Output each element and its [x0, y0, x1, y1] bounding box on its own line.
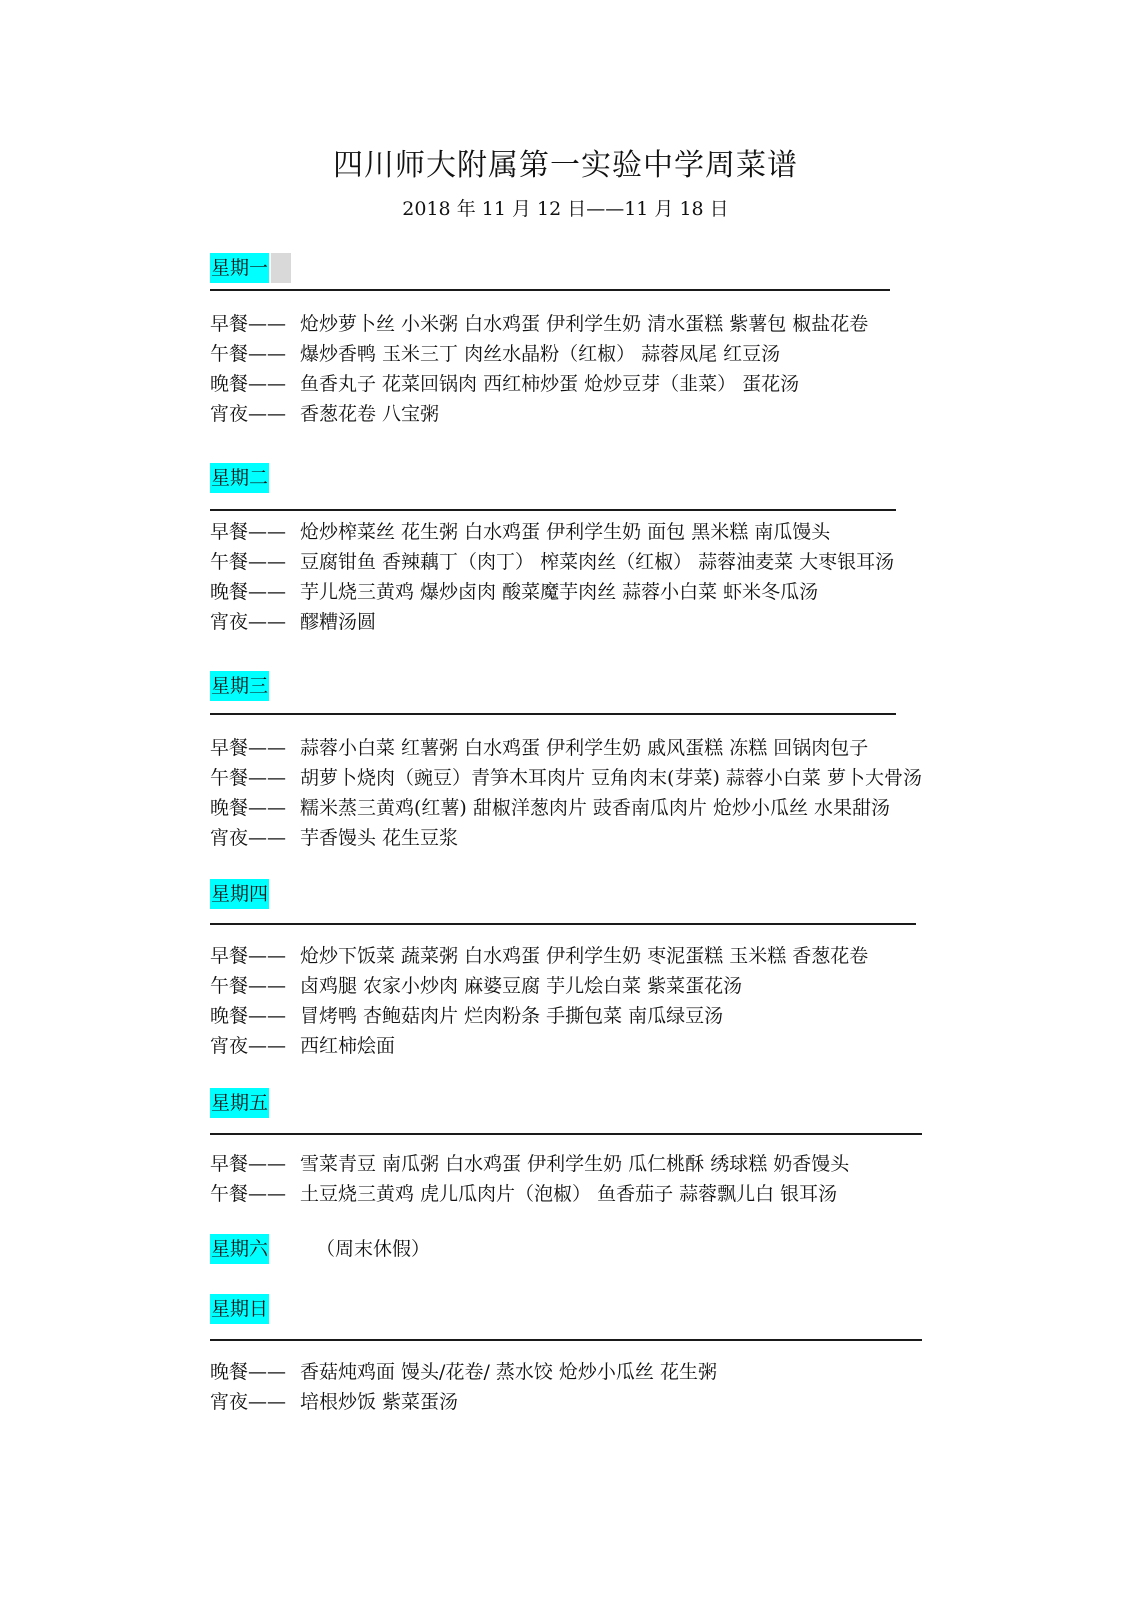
meal-items: 炝炒下饭菜 蔬菜粥 白水鸡蛋 伊利学生奶 枣泥蛋糕 玉米糕 香葱花卷 [300, 945, 869, 967]
divider-sunday [210, 1339, 922, 1341]
day-heading-tuesday: 星期二 [210, 463, 269, 493]
meal-items: 豆腐钳鱼 香辣藕丁（肉丁） 榨菜肉丝（红椒） 蒜蓉油麦菜 大枣银耳汤 [300, 551, 895, 573]
meal-label: 晚餐—— [210, 1005, 287, 1027]
meal-label: 晚餐—— [210, 373, 287, 395]
meal-items: 炝炒榨菜丝 花生粥 白水鸡蛋 伊利学生奶 面包 黑米糕 南瓜馒头 [300, 521, 831, 543]
meal-items: 胡萝卜烧肉（豌豆）青笋木耳肉片 豆角肉末(芽菜) 蒜蓉小白菜 萝卜大骨汤 [300, 767, 922, 789]
meal-row-monday-breakfast [210, 309, 868, 339]
meal-row-wednesday-night-snack [210, 823, 458, 853]
meal-items: 鱼香丸子 花菜回锅肉 西红柿炒蛋 炝炒豆芽（韭菜） 蛋花汤 [300, 373, 800, 395]
meal-row-thursday-lunch [210, 971, 742, 1001]
meal-label: 早餐—— [210, 945, 287, 967]
meal-row-friday-lunch [210, 1179, 837, 1209]
meal-items: 香葱花卷 八宝粥 [300, 403, 440, 425]
day-heading-thursday: 星期四 [210, 879, 269, 909]
meal-items: 糯米蒸三黄鸡(红薯) 甜椒洋葱肉片 豉香南瓜肉片 炝炒小瓜丝 水果甜汤 [300, 797, 890, 819]
meal-row-monday-dinner [210, 369, 799, 399]
divider-wednesday [210, 713, 896, 715]
meal-items: 卤鸡腿 农家小炒肉 麻婆豆腐 芋儿烩白菜 紫菜蛋花汤 [300, 975, 743, 997]
divider-friday [210, 1133, 922, 1135]
meal-row-wednesday-lunch [210, 763, 922, 793]
meal-label: 午餐—— [210, 343, 287, 365]
meal-label: 宵夜—— [210, 611, 287, 633]
meal-items: 西红柿烩面 [300, 1035, 396, 1057]
date-range: 2018 年 11 月 12 日——11 月 18 日 [402, 198, 729, 220]
meal-row-tuesday-lunch [210, 547, 894, 577]
meal-label: 午餐—— [210, 975, 287, 997]
weekend-note: （周末休假） [316, 1238, 431, 1260]
meal-label: 早餐—— [210, 313, 287, 335]
meal-row-friday-breakfast [210, 1149, 849, 1179]
meal-label: 晚餐—— [210, 581, 287, 603]
divider-thursday [210, 923, 916, 925]
meal-label: 早餐—— [210, 521, 287, 543]
meal-label: 宵夜—— [210, 403, 287, 425]
meal-label: 午餐—— [210, 1183, 287, 1205]
meal-label: 午餐—— [210, 767, 287, 789]
meal-row-wednesday-dinner [210, 793, 890, 823]
meal-items: 土豆烧三黄鸡 虎儿瓜肉片（泡椒） 鱼香茄子 蒜蓉飘儿白 银耳汤 [300, 1183, 838, 1205]
meal-row-wednesday-breakfast [210, 733, 868, 763]
day-heading-wednesday: 星期三 [210, 671, 269, 701]
meal-row-sunday-dinner [210, 1357, 717, 1387]
divider-tuesday [210, 509, 896, 511]
meal-items: 培根炒饭 紫菜蛋汤 [300, 1391, 459, 1413]
meal-row-sunday-night-snack [210, 1387, 458, 1417]
meal-label: 晚餐—— [210, 1361, 287, 1383]
meal-items: 爆炒香鸭 玉米三丁 肉丝水晶粉（红椒） 蒜蓉凤尾 红豆汤 [300, 343, 781, 365]
meal-row-thursday-night-snack [210, 1031, 395, 1061]
meal-label: 早餐—— [210, 737, 287, 759]
meal-items: 蒜蓉小白菜 红薯粥 白水鸡蛋 伊利学生奶 戚风蛋糕 冻糕 回锅肉包子 [300, 737, 869, 759]
divider-monday [210, 289, 890, 291]
meal-label: 早餐—— [210, 1153, 287, 1175]
meal-items: 芋香馒头 花生豆浆 [300, 827, 459, 849]
meal-row-tuesday-dinner [210, 577, 818, 607]
meal-items: 香菇炖鸡面 馒头/花卷/ 蒸水饺 炝炒小瓜丝 花生粥 [300, 1361, 717, 1383]
meal-row-thursday-dinner [210, 1001, 723, 1031]
page-title: 四川师大附属第一实验中学周菜谱 [333, 148, 798, 183]
day-heading-monday: 星期一 [210, 253, 269, 283]
meal-items: 冒烤鸭 杏鲍菇肉片 烂肉粉条 手撕包菜 南瓜绿豆汤 [300, 1005, 724, 1027]
day-heading-saturday: 星期六 [210, 1234, 269, 1264]
meal-label: 午餐—— [210, 551, 287, 573]
meal-row-thursday-breakfast [210, 941, 868, 971]
meal-row-tuesday-night-snack [210, 607, 376, 637]
day-heading-friday: 星期五 [210, 1088, 269, 1118]
meal-label: 宵夜—— [210, 827, 287, 849]
meal-row-tuesday-breakfast [210, 517, 830, 547]
meal-items: 炝炒萝卜丝 小米粥 白水鸡蛋 伊利学生奶 清水蛋糕 紫薯包 椒盐花卷 [300, 313, 869, 335]
day-heading-sunday: 星期日 [210, 1294, 269, 1324]
meal-row-monday-night-snack [210, 399, 439, 429]
meal-items: 雪菜青豆 南瓜粥 白水鸡蛋 伊利学生奶 瓜仁桃酥 绣球糕 奶香馒头 [300, 1153, 850, 1175]
meal-label: 宵夜—— [210, 1035, 287, 1057]
meal-label: 晚餐—— [210, 797, 287, 819]
meal-items: 醪糟汤圆 [300, 611, 377, 633]
meal-label: 宵夜—— [210, 1391, 287, 1413]
meal-row-monday-lunch [210, 339, 780, 369]
meal-items: 芋儿烧三黄鸡 爆炒卤肉 酸菜魔芋肉丝 蒜蓉小白菜 虾米冬瓜汤 [300, 581, 819, 603]
highlight-mark [271, 253, 291, 283]
